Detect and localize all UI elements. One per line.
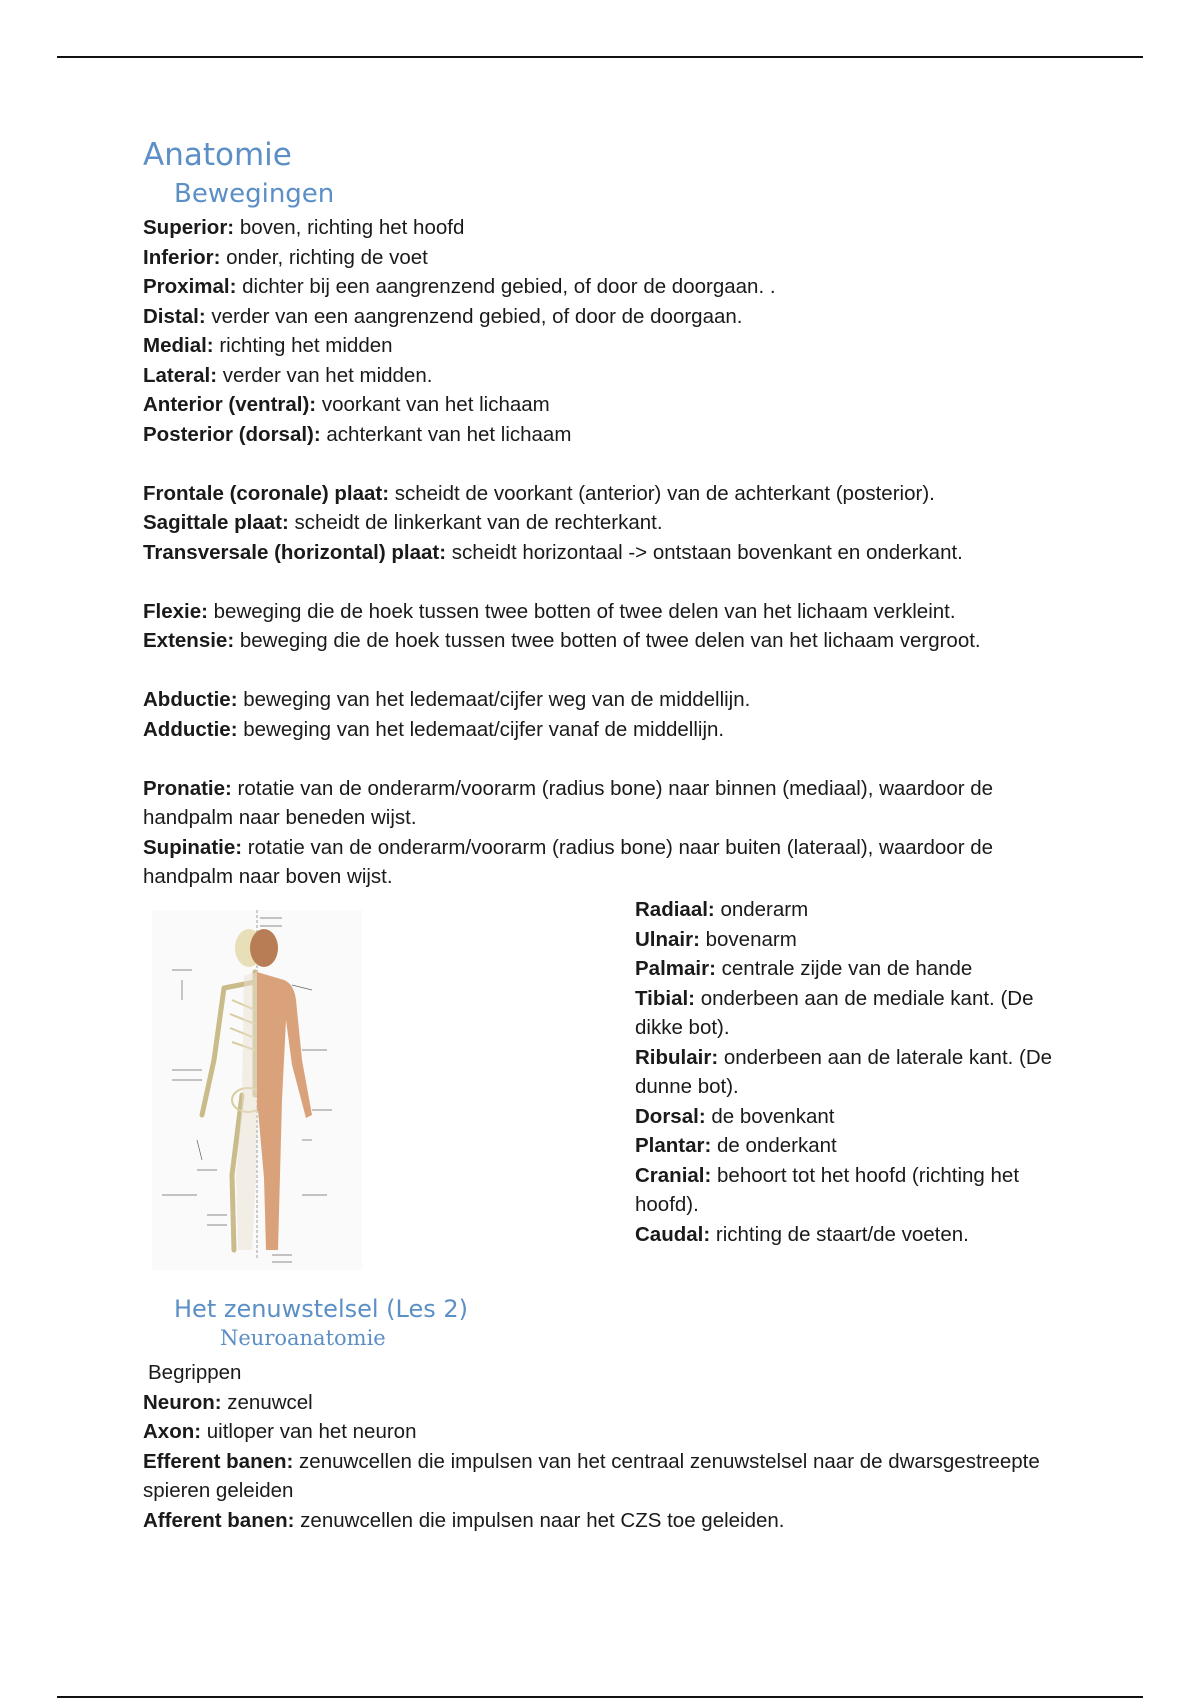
term: Afferent banen: bbox=[143, 1508, 295, 1532]
zenuwstelsel-body bbox=[143, 1358, 1063, 1535]
definition-line bbox=[143, 420, 1063, 450]
definition: de onderkant bbox=[711, 1134, 837, 1157]
footer-rule bbox=[57, 1696, 1143, 1698]
term: Flexie bbox=[143, 599, 202, 623]
definition: centrale zijde van de hande bbox=[715, 957, 973, 980]
definition: rotatie van de onderarm/voorarm (radius bone) naar binnen (mediaal), waardoor de handpalm naar beneden wijst. bbox=[143, 776, 994, 829]
definition: zenuwcellen die impulsen van het centraal zenuwstelsel naar de dwarsgestreepte spieren geleiden bbox=[143, 1449, 1040, 1502]
definition: beweging van het ledemaat/cijfer vanaf de middellijn. bbox=[237, 717, 725, 741]
definition: verder van het midden. bbox=[217, 363, 433, 387]
definition: onder, richting de voet bbox=[220, 245, 428, 269]
definition-line bbox=[635, 1131, 1065, 1161]
definition: onderbeen aan de laterale kant. (De dunne bot). bbox=[635, 1045, 1053, 1098]
term: Efferent banen bbox=[143, 1449, 287, 1473]
definition-line: Proximal: dichter bij een aangrenzend gebied, of door de doorgaan. . bbox=[143, 275, 776, 298]
term: Transversale (horizontal) plaat bbox=[143, 540, 440, 564]
definition-line: Palmair: centrale zijde van de hande bbox=[635, 957, 973, 980]
definition: rotatie van de onderarm/voorarm (radius bone) naar buiten (lateraal), waardoor de handpalm naar boven wijst. bbox=[143, 835, 994, 888]
term: Inferior bbox=[143, 245, 214, 269]
definition-line: Superior: boven, richting het hoofd bbox=[143, 216, 465, 239]
term: Frontale (coronale) plaat bbox=[143, 481, 383, 505]
term: Pronatie bbox=[143, 776, 226, 800]
definition-line: Neuron: zenuwcel bbox=[143, 1390, 313, 1414]
term: Dorsal bbox=[635, 1104, 699, 1128]
subsection-heading-neuroanatomie: Neuroanatomie bbox=[220, 1326, 386, 1350]
term: Cranial bbox=[635, 1163, 705, 1187]
definition: onderbeen aan de mediale kant. (De dikke bot). bbox=[635, 986, 1034, 1039]
definition: boven, richting het hoofd bbox=[234, 216, 465, 239]
definition-line: Lateral: verder van het midden. bbox=[143, 363, 433, 387]
term: Abductie bbox=[143, 688, 231, 711]
term: Radiaal bbox=[635, 898, 708, 921]
definition: achterkant van het lichaam bbox=[320, 422, 572, 446]
definition: bovenarm bbox=[699, 927, 797, 951]
definition: beweging van het ledemaat/cijfer weg van de middellijn. bbox=[237, 688, 751, 711]
header-rule bbox=[57, 56, 1143, 58]
term: Axon bbox=[143, 1420, 195, 1443]
term: Ribulair bbox=[635, 1045, 712, 1069]
definition: voorkant van het lichaam bbox=[316, 393, 550, 416]
definition: zenuwcel bbox=[221, 1390, 313, 1414]
definition-line: Axon: uitloper van het neuron bbox=[143, 1420, 417, 1443]
term: Ulnair bbox=[635, 927, 694, 951]
definition: beweging die de hoek tussen twee botten of twee delen van het lichaam verkleint. bbox=[207, 599, 956, 623]
definition-line: Extensie: beweging die de hoek tussen twee botten of twee delen van het lichaam vergroot. bbox=[143, 629, 981, 652]
definition: verder van een aangrenzend gebied, of door de doorgaan. bbox=[205, 304, 743, 328]
definition-line: Inferior: onder, richting de voet bbox=[143, 245, 428, 269]
definition-line: Ulnair: bovenarm bbox=[635, 927, 797, 951]
definition-line bbox=[143, 1506, 1063, 1536]
definition: beweging die de hoek tussen twee botten of twee delen van het lichaam vergroot. bbox=[234, 629, 981, 652]
definition-line: Efferent banen: zenuwcellen die impulsen van het centraal zenuwstelsel naar de dwarsgestreepte spieren geleiden bbox=[143, 1449, 1040, 1502]
term: Medial bbox=[143, 334, 207, 357]
term: Lateral bbox=[143, 363, 211, 387]
definition-line: Frontale (coronale) plaat: scheidt de voorkant (anterior) van de achterkant (posterior). bbox=[143, 481, 935, 505]
definition-line: Radiaal: onderarm bbox=[635, 898, 809, 921]
definition-line: Ribulair: onderbeen aan de laterale kant. (De dunne bot). bbox=[635, 1045, 1053, 1098]
term: Plantar: bbox=[635, 1134, 712, 1157]
definition: richting het midden bbox=[213, 334, 393, 357]
definition-line: Pronatie: rotatie van de onderarm/voorarm (radius bone) naar binnen (mediaal), waardoor de handpalm naar beneden wijst. bbox=[143, 776, 994, 829]
term: Palmair bbox=[635, 957, 710, 980]
term: Extensie bbox=[143, 629, 228, 652]
term: Neuron bbox=[143, 1390, 215, 1414]
definition-line: Flexie: beweging die de hoek tussen twee botten of twee delen van het lichaam verkleint. bbox=[143, 599, 956, 623]
term: Posterior (dorsal): bbox=[143, 422, 321, 446]
definition-line: Transversale (horizontal) plaat: scheidt horizontaal -> ontstaan bovenkant en onderkant. bbox=[143, 540, 963, 564]
term: Caudal bbox=[635, 1222, 704, 1246]
term: Distal bbox=[143, 304, 199, 328]
definition: behoort tot het hoofd (richting het hoofd). bbox=[635, 1163, 1020, 1216]
definition: uitloper van het neuron bbox=[201, 1420, 417, 1443]
definition: richting de staart/de voeten. bbox=[710, 1222, 969, 1246]
definition-line: Tibial: onderbeen aan de mediale kant. (De dikke bot). bbox=[635, 986, 1034, 1039]
term: Anterior (ventral): bbox=[143, 393, 317, 416]
regions-list bbox=[635, 895, 1065, 1249]
term: Adductie bbox=[143, 717, 231, 741]
term: Tibial bbox=[635, 986, 689, 1010]
definition: zenuwcellen die impulsen naar het CZS toe geleiden. bbox=[294, 1508, 785, 1532]
definition-line: Caudal: richting de staart/de voeten. bbox=[635, 1222, 969, 1246]
definition: dichter bij een aangrenzend gebied, of door de doorgaan. . bbox=[236, 275, 776, 298]
section-heading-zenuwstelsel: Het zenuwstelsel (Les 2) bbox=[174, 1295, 469, 1323]
term: Superior bbox=[143, 216, 228, 239]
definition-line: Abductie: beweging van het ledemaat/cijfer weg van de middellijn. bbox=[143, 688, 751, 711]
definition-line: Supinatie: rotatie van de onderarm/voorarm (radius bone) naar buiten (lateraal), waardoor de handpalm naar boven wijst. bbox=[143, 835, 994, 888]
definition: scheidt de voorkant (anterior) van de achterkant (posterior). bbox=[389, 481, 935, 505]
definition-line: Dorsal: de bovenkant bbox=[635, 1104, 835, 1128]
term: Supinatie bbox=[143, 835, 236, 859]
section-heading-bewegingen: Bewegingen bbox=[174, 179, 335, 209]
definition-line bbox=[143, 508, 1063, 538]
begrippen-label: Begrippen bbox=[148, 1361, 242, 1384]
definition-line bbox=[143, 390, 1063, 420]
anatomical-position-figure bbox=[152, 910, 362, 1270]
page-title: Anatomie bbox=[143, 137, 292, 173]
definition-line: Distal: verder van een aangrenzend gebied, of door de doorgaan. bbox=[143, 304, 743, 328]
definition: onderarm bbox=[714, 898, 809, 921]
term: Proximal bbox=[143, 275, 230, 298]
definition: de bovenkant bbox=[705, 1104, 835, 1128]
definition-line: Medial: richting het midden bbox=[143, 334, 393, 357]
definition-line: Cranial: behoort tot het hoofd (richting het hoofd). bbox=[635, 1163, 1020, 1216]
term: Sagittale plaat: bbox=[143, 511, 289, 534]
definition-line: Adductie: beweging van het ledemaat/cijfer vanaf de middellijn. bbox=[143, 717, 725, 741]
bewegingen-body bbox=[143, 213, 1063, 892]
definition: scheidt horizontaal -> ontstaan bovenkant en onderkant. bbox=[446, 540, 963, 564]
definition: scheidt de linkerkant van de rechterkant. bbox=[288, 511, 663, 534]
